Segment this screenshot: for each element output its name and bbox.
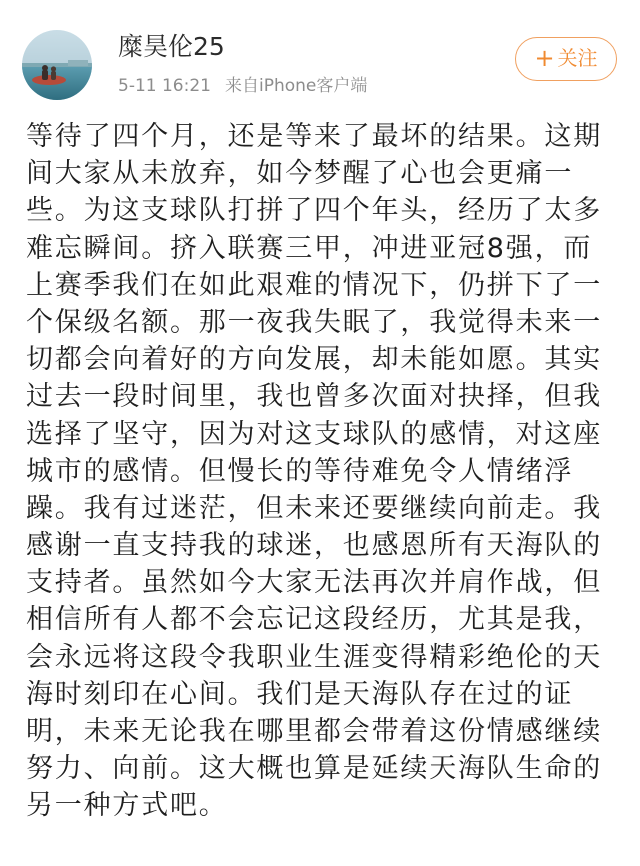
- post-body-line: 等待了四个月，还是等来了最坏的结果。这期: [26, 121, 602, 152]
- post-body-line: 支持者。虽然如今大家无法再次并肩作战，但: [26, 567, 602, 599]
- post-body-line: 努力、向前。这大概也算是延续天海队生命的: [26, 753, 602, 785]
- post-source: 来自iPhone客户端: [224, 76, 368, 96]
- avatar-photo-icon: [22, 30, 92, 100]
- post-body: [26, 118, 618, 825]
- post-body-line: 会永远将这段令我职业生涯变得精彩绝伦的天: [26, 641, 602, 673]
- post-body-line: 个保级名额。那一夜我失眠了，我觉得未来一: [26, 306, 602, 338]
- follow-button-label: 关注: [557, 46, 598, 70]
- post-meta: [118, 74, 367, 98]
- author-name[interactable]: 糜昊伦25: [118, 32, 225, 61]
- plus-icon: +: [534, 44, 555, 72]
- post-body-line: 间大家从未放弃，如今梦醒了心也会更痛一: [26, 158, 574, 190]
- post-body-line: 躁。我有过迷茫，但未来还要继续向前走。我: [26, 492, 602, 524]
- post-timestamp: 5-11 16:21: [118, 76, 211, 96]
- post-body-line: 上赛季我们在如此艰难的情况下，仍拼下了一: [26, 269, 602, 301]
- post-body-line: 难忘瞬间。挤入联赛三甲，冲进亚冠8强，而: [26, 232, 593, 264]
- follow-button[interactable]: [515, 37, 617, 81]
- post-body-line: 过去一段时间里，我也曾多次面对抉择，但我: [26, 381, 602, 413]
- post-body-line: 些。为这支球队打拼了四个年头，经历了太多: [26, 195, 602, 227]
- post-body-line: 另一种方式吧。: [26, 790, 228, 822]
- post-body-line: 海时刻印在心间。我们是天海队存在过的证: [26, 678, 574, 710]
- post-header: [0, 0, 640, 110]
- post-body-line: 切都会向着好的方向发展，却未能如愿。其实: [26, 344, 602, 376]
- post-body-line: 选择了坚守，因为对这支球队的感情，对这座: [26, 418, 602, 450]
- post-body-line: 明，未来无论我在哪里都会带着这份情感继续: [26, 716, 602, 747]
- post-body-line: 相信所有人都不会忘记这段经历，尤其是我，: [26, 604, 602, 636]
- post-body-line: 感谢一直支持我的球迷，也感恩所有天海队的: [26, 530, 602, 562]
- user-avatar[interactable]: [22, 30, 92, 100]
- post-body-line: 城市的感情。但慢长的等待难免令人情绪浮: [26, 455, 574, 487]
